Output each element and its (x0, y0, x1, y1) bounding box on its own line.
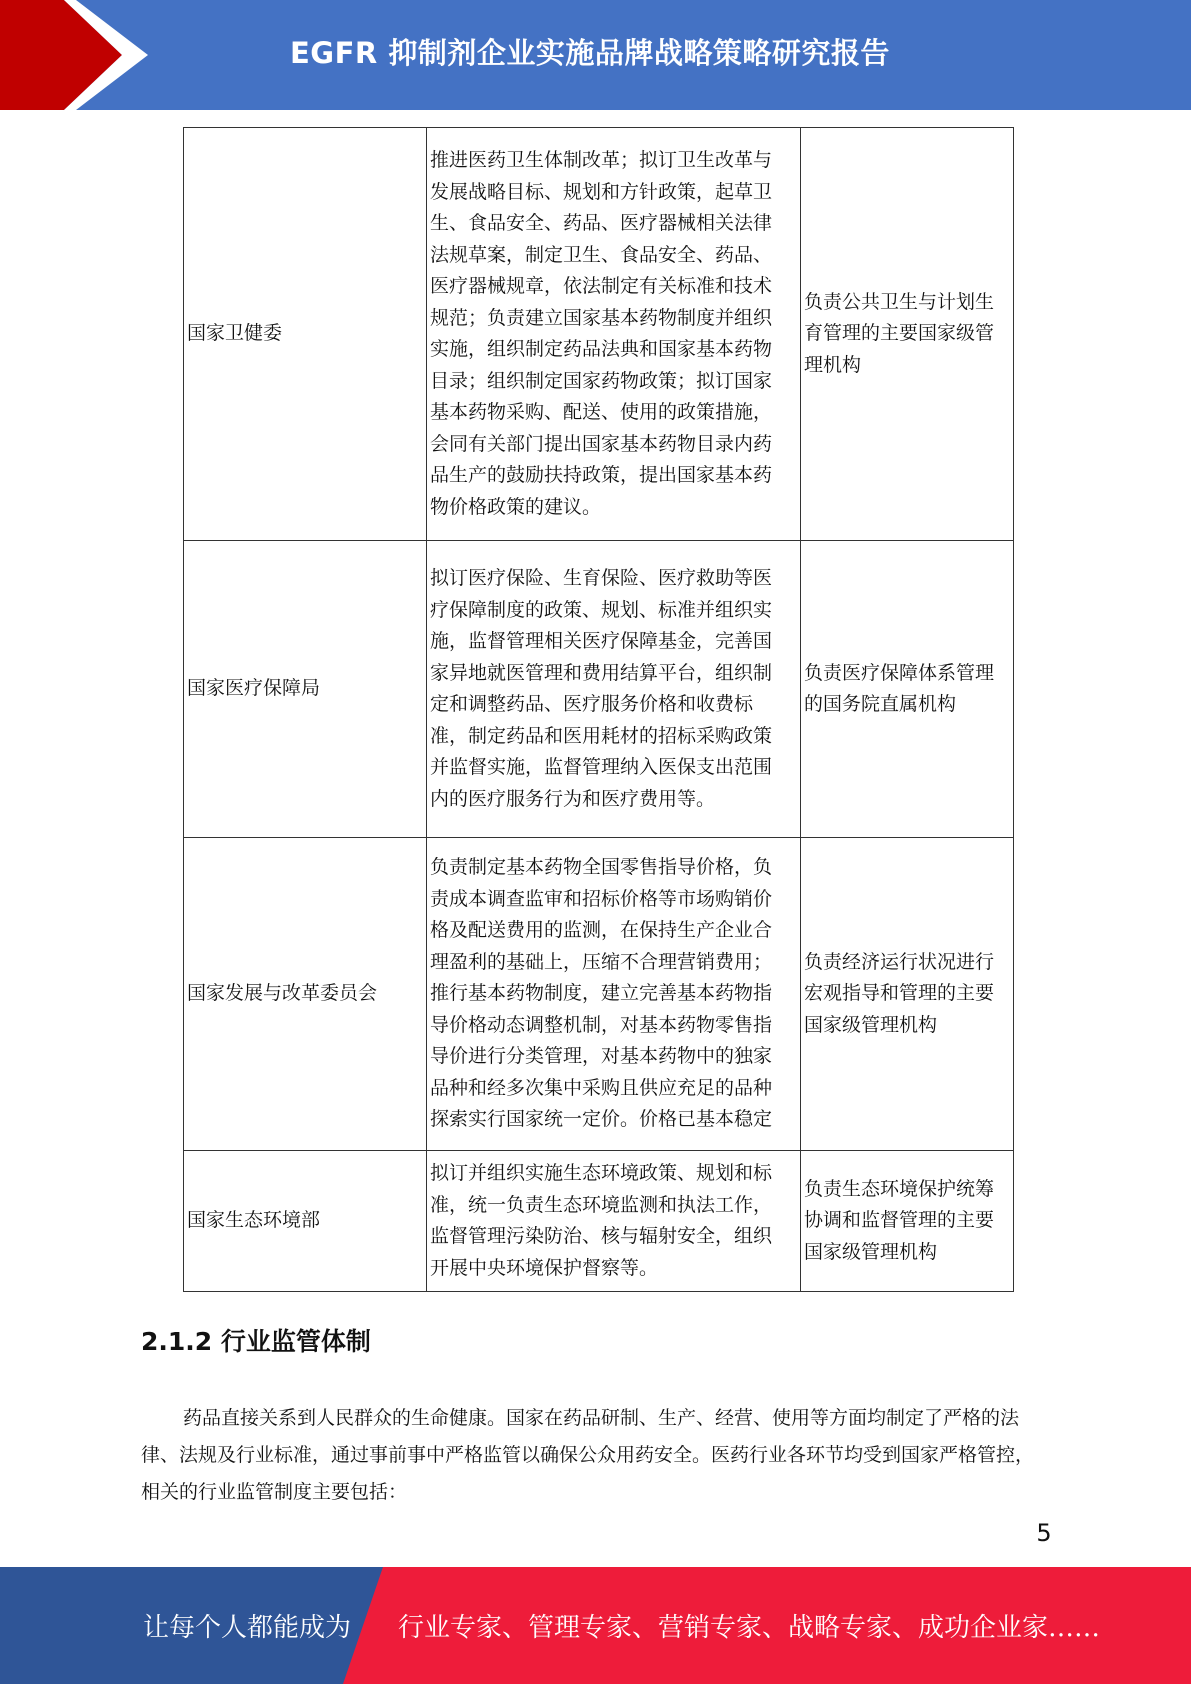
page-header (0, 0, 1191, 110)
agency-role: 负责医疗保障体系管理的国务院直属机构 (801, 541, 1014, 838)
agency-table (183, 127, 1014, 1292)
footer-slogan-left: 让每个人都能成为 (143, 1613, 352, 1643)
page-number: 5 (1036, 1519, 1052, 1547)
report-title: EGFR 抑制剂企业实施品牌战略策略研究报告 (290, 36, 890, 70)
agency-duties: 拟订并组织实施生态环境政策、规划和标准，统一负责生态环境监测和执法工作，监督管理污染防治、核与辐射安全，组织开展中央环境保护督察等。 (427, 1151, 801, 1292)
header-arrow-decoration (0, 0, 160, 110)
agency-duties: 负责制定基本药物全国零售指导价格，负责成本调查监审和招标价格等市场购销价格及配送费用的监测，在保持生产企业合理盈利的基础上，压缩不合理营销费用；推行基本药物制度，建立完善基本药物指导价格动态调整机制，对基本药物零售指导价进行分类管理，对基本药物中的独家品种和经多次集中采购且供应充足的品种探索实行国家统一定价。价格已基本稳定 (427, 838, 801, 1151)
agency-duties: 拟订医疗保险、生育保险、医疗救助等医疗保障制度的政策、规划、标准并组织实施，监督管理相关医疗保障基金，完善国家异地就医管理和费用结算平台，组织制定和调整药品、医疗服务价格和收费标准，制定药品和医用耗材的招标采购政策并监督实施，监督管理纳入医保支出范围内的医疗服务行为和医疗费用等。 (427, 541, 801, 838)
agency-role: 负责经济运行状况进行宏观指导和管理的主要国家级管理机构 (801, 838, 1014, 1151)
section-heading: 2.1.2 行业监管体制 (141, 1327, 371, 1356)
footer-slogan-right: 行业专家、管理专家、营销专家、战略专家、成功企业家…… (398, 1613, 1101, 1643)
table-row (184, 1151, 1014, 1292)
table-row (184, 541, 1014, 838)
table-row (184, 128, 1014, 541)
agency-name: 国家发展与改革委员会 (184, 838, 427, 1151)
agency-role: 负责公共卫生与计划生育管理的主要国家级管理机构 (801, 128, 1014, 541)
page-footer (0, 1567, 1191, 1684)
agency-duties: 推进医药卫生体制改革；拟订卫生改革与发展战略目标、规划和方针政策，起草卫生、食品安全、药品、医疗器械相关法律法规草案，制定卫生、食品安全、药品、医疗器械规章，依法制定有关标准和技术规范；负责建立国家基本药物制度并组织实施，组织制定药品法典和国家基本药物目录；组织制定国家药物政策；拟订国家基本药物采购、配送、使用的政策措施，会同有关部门提出国家基本药物目录内药品生产的鼓励扶持政策，提出国家基本药物价格政策的建议。 (427, 128, 801, 541)
agency-name: 国家生态环境部 (184, 1151, 427, 1292)
agency-name: 国家卫健委 (184, 128, 427, 541)
body-paragraph: 药品直接关系到人民群众的生命健康。国家在药品研制、生产、经营、使用等方面均制定了严格的法律、法规及行业标准，通过事前事中严格监管以确保公众用药安全。医药行业各环节均受到国家严格管控，相关的行业监管制度主要包括： (141, 1407, 1035, 1503)
agency-name: 国家医疗保障局 (184, 541, 427, 838)
agency-role: 负责生态环境保护统筹协调和监督管理的主要国家级管理机构 (801, 1151, 1014, 1292)
table-row (184, 838, 1014, 1151)
